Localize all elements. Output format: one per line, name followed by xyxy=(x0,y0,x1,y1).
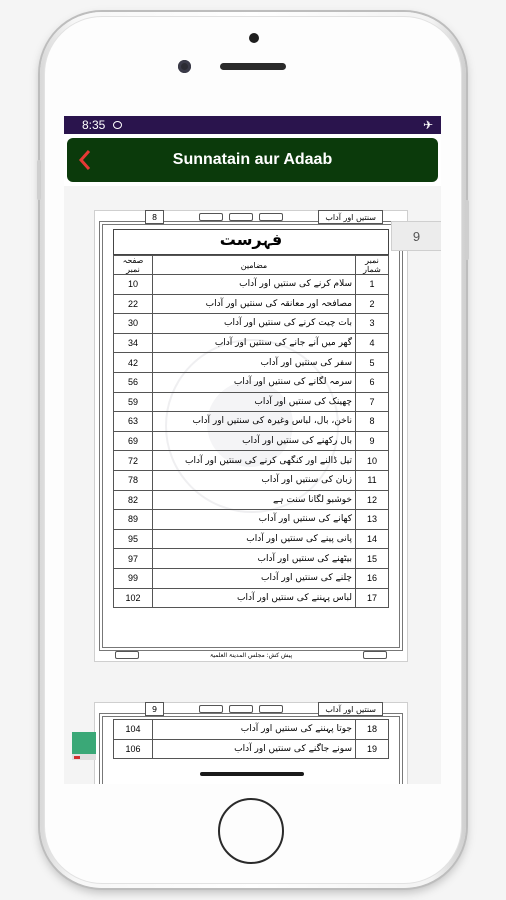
toc-row-title: مصافحہ اور معانقہ کی سنتیں اور آداب xyxy=(153,294,356,314)
toc-row[interactable] xyxy=(114,392,389,412)
toc-row-title: گھر میں آنے جانے کی سنتیں اور آداب xyxy=(153,333,356,353)
toc-row-page: 69 xyxy=(114,431,153,451)
toc-row[interactable] xyxy=(114,568,389,588)
chevron-left-icon xyxy=(78,149,92,171)
column-header-title: مضامین xyxy=(153,256,356,275)
page-viewer[interactable] xyxy=(64,186,441,784)
toc-row-title: پانی پینے کی سنتیں اور آداب xyxy=(153,529,356,549)
toc-row-number: 16 xyxy=(356,568,389,588)
header-ornaments xyxy=(199,213,283,221)
toc-row[interactable] xyxy=(114,739,389,759)
header-ornaments xyxy=(199,705,283,713)
toc-row-title: چھینک کی سنتیں اور آداب xyxy=(153,392,356,412)
toc-row-page: 95 xyxy=(114,529,153,549)
toc-row-title: زبان کی سنتیں اور آداب xyxy=(153,470,356,490)
toc-row-title: کھانے کی سنتیں اور آداب xyxy=(153,510,356,530)
ornament xyxy=(259,213,283,221)
toc-row-page: 106 xyxy=(114,739,153,759)
toc-header-row xyxy=(114,256,389,275)
toc-row-number: 5 xyxy=(356,353,389,373)
toc-row-number: 14 xyxy=(356,529,389,549)
toc-row-page: 99 xyxy=(114,568,153,588)
ornament xyxy=(229,213,253,221)
device-screen xyxy=(64,116,441,784)
toc-row-number: 4 xyxy=(356,333,389,353)
toc-row-number: 2 xyxy=(356,294,389,314)
toc-row-title: سفر کی سنتیں اور آداب xyxy=(153,353,356,373)
column-header-number: نمبر شمار xyxy=(356,256,389,275)
page-number-box: 8 xyxy=(145,210,164,224)
toc-row-page: 42 xyxy=(114,353,153,373)
toc-row-number: 3 xyxy=(356,314,389,334)
toc-row-title: جوتا پہننے کی سنتیں اور آداب xyxy=(153,720,356,740)
ornament xyxy=(199,213,223,221)
front-camera xyxy=(178,60,191,73)
airplane-icon: ✈ xyxy=(422,118,433,132)
toc-row-page: 104 xyxy=(114,720,153,740)
app-title: Sunnatain aur Adaab xyxy=(172,151,333,168)
ornament xyxy=(115,651,139,659)
toc-row-title: سونے جاگنے کی سنتیں اور آداب xyxy=(153,739,356,759)
toc-row-number: 18 xyxy=(356,720,389,740)
toc-row-page: 102 xyxy=(114,588,153,608)
toc-row-title: خوشبو لگانا سنت ہے xyxy=(153,490,356,510)
home-button[interactable] xyxy=(218,798,284,864)
toc-row-page: 30 xyxy=(114,314,153,334)
toc-row-number: 12 xyxy=(356,490,389,510)
toc-row-number: 11 xyxy=(356,470,389,490)
toc-row[interactable] xyxy=(114,510,389,530)
toc-row-page: 22 xyxy=(114,294,153,314)
toc-row-page: 34 xyxy=(114,333,153,353)
toc-row-number: 17 xyxy=(356,588,389,608)
toc-row-page: 89 xyxy=(114,510,153,530)
toc-row-page: 82 xyxy=(114,490,153,510)
toc-row[interactable] xyxy=(114,314,389,334)
toc-row-page: 72 xyxy=(114,451,153,471)
book-title-box: سنتیں اور آداب xyxy=(318,702,383,716)
toc-table xyxy=(113,719,389,759)
toc-row[interactable] xyxy=(114,470,389,490)
toc-title: فہرست xyxy=(113,229,389,255)
page-number-box: 9 xyxy=(145,702,164,716)
toc-row-number: 19 xyxy=(356,739,389,759)
page-number-badge: 9 xyxy=(391,221,441,251)
toc-row-number: 7 xyxy=(356,392,389,412)
toc-row-title: بال رکھنے کی سنتیں اور آداب xyxy=(153,431,356,451)
toc-row-title: سلام کرنے کی سنتیں اور آداب xyxy=(153,275,356,295)
toc-row-number: 15 xyxy=(356,549,389,569)
toc-row[interactable] xyxy=(114,431,389,451)
status-bar xyxy=(64,116,441,134)
toc-row-number: 9 xyxy=(356,431,389,451)
toc-row-page: 10 xyxy=(114,275,153,295)
toc-row[interactable] xyxy=(114,529,389,549)
volume-button xyxy=(37,160,41,200)
toc-row[interactable] xyxy=(114,275,389,295)
book-page xyxy=(94,210,408,662)
column-header-page: صفحہ نمبر xyxy=(114,256,153,275)
toc-row[interactable] xyxy=(114,490,389,510)
toc-row-page: 59 xyxy=(114,392,153,412)
toc-row-title: بات چیت کرنے کی سنتیں اور آداب xyxy=(153,314,356,334)
toc-row-page: 63 xyxy=(114,412,153,432)
toc-row[interactable] xyxy=(114,720,389,740)
book-icon[interactable] xyxy=(70,730,98,762)
toc-row[interactable] xyxy=(114,588,389,608)
footer-text: پیش کش: مجلس المدینۃ العلمیۃ xyxy=(209,651,293,659)
ornament xyxy=(199,705,223,713)
toc-table xyxy=(113,255,389,608)
toc-row[interactable] xyxy=(114,412,389,432)
toc-row-title: لباس پہننے کی سنتیں اور آداب xyxy=(153,588,356,608)
toc-row-number: 6 xyxy=(356,372,389,392)
toc-row-number: 10 xyxy=(356,451,389,471)
toc-row-title: چلنے کی سنتیں اور آداب xyxy=(153,568,356,588)
book-title-box: سنتیں اور آداب xyxy=(318,210,383,224)
earpiece-speaker xyxy=(220,63,286,70)
ornament xyxy=(363,651,387,659)
toc-row-page: 78 xyxy=(114,470,153,490)
toc-row[interactable] xyxy=(114,353,389,373)
toc-row-page: 56 xyxy=(114,372,153,392)
toc-row-title: ناخن، بال، لباس وغیرہ کی سنتیں اور آداب xyxy=(153,412,356,432)
toc-row[interactable] xyxy=(114,451,389,471)
toc-row-number: 8 xyxy=(356,412,389,432)
back-button[interactable] xyxy=(67,138,103,182)
status-time: 8:35 xyxy=(82,118,106,132)
page-footer xyxy=(115,649,387,661)
page-header xyxy=(145,210,383,224)
toc-row-title: تیل ڈالنے اور کنگھی کرنے کی سنتیں اور آداب xyxy=(153,451,356,471)
toc-row[interactable] xyxy=(114,294,389,314)
toc-row[interactable] xyxy=(114,372,389,392)
home-indicator[interactable] xyxy=(200,772,304,776)
toc-row[interactable] xyxy=(114,549,389,569)
ornament xyxy=(259,705,283,713)
toc-row-number: 13 xyxy=(356,510,389,530)
ornament xyxy=(229,705,253,713)
toc-row-number: 1 xyxy=(356,275,389,295)
toc-row-title: بیٹھنے کی سنتیں اور آداب xyxy=(153,549,356,569)
page-header xyxy=(145,702,383,716)
camera-dot xyxy=(249,33,259,43)
notification-icon xyxy=(113,121,122,129)
toc-row[interactable] xyxy=(114,333,389,353)
app-bar xyxy=(67,138,438,182)
toc-row-title: سرمہ لگانے کی سنتیں اور آداب xyxy=(153,372,356,392)
toc-row-page: 97 xyxy=(114,549,153,569)
power-button xyxy=(465,200,469,260)
